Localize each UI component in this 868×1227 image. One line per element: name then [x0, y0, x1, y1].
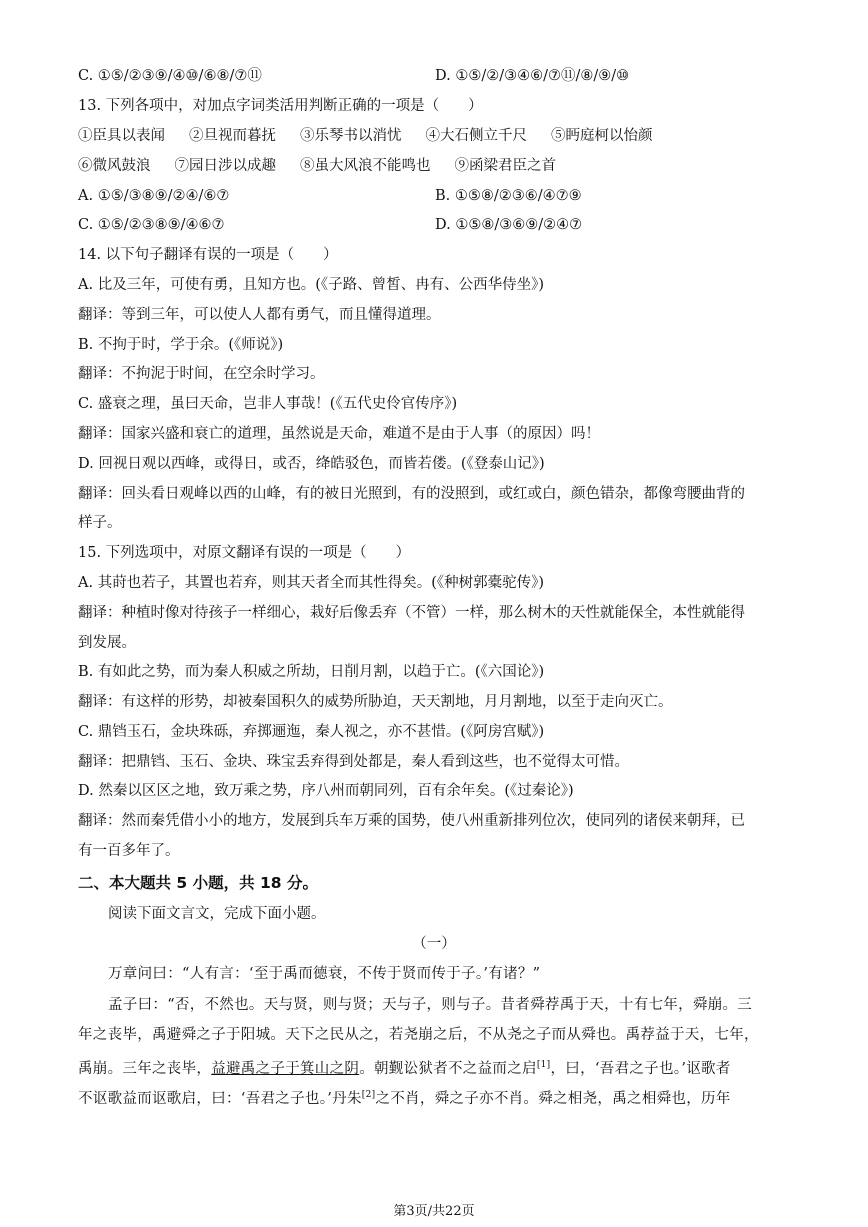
q15-option-d: D. 然秦以区区之地，致万乘之势，序八州而朝同列，百有余年矣。(《过秦论》)	[78, 783, 574, 799]
section-intro: 阅读下面文言文，完成下面小题。	[108, 906, 326, 922]
q14-option-a-translation: 翻译：等到三年，可以使人人都有勇气，而且懂得道理。	[78, 307, 441, 323]
q15-option-d-translation-line2: 有一百多年了。	[78, 843, 180, 859]
q14-option-c: C. 盛衰之理，虽曰天命，岂非人事哉！(《五代史伶官传序》)	[78, 396, 458, 412]
q12-option-c: C. ①⑤/②③⑨/④⑩/⑥⑧/⑦⑪	[78, 68, 262, 84]
q15-stem: 15. 下列选项中，对原文翻译有误的一项是（ ）	[78, 545, 411, 561]
passage-paragraph-2-line4	[78, 1085, 731, 1109]
q15-option-b-translation: 翻译：有这样的形势，却被秦国积久的威势所胁迫，天天割地，月月割地，以至于走向灭亡。	[78, 694, 673, 710]
passage-paragraph-2-line3	[78, 1055, 731, 1079]
passage-text: 。朝觐讼狱者不之益而之启	[359, 1060, 537, 1077]
q13-option-c: C. ①⑤/②③⑧⑨/④⑥⑦	[78, 217, 225, 233]
q15-option-a-translation-line1: 翻译：种植时像对待孩子一样细心，栽好后像丢弃（不管）一样，那么树木的天性就能保全，本性就能得	[78, 605, 745, 621]
q14-option-a: A. 比及三年，可使有勇，且知方也。(《子路、曾皙、冉有、公西华侍坐》)	[78, 277, 545, 293]
q14-option-c-translation: 翻译：国家兴盛和衰亡的道理，虽然说是天命，难道不是由于人事（的原因）吗！	[78, 426, 600, 442]
q13-item: ⑥微风鼓浪	[78, 158, 151, 174]
q13-item: ②旦视而暮抚	[189, 128, 276, 144]
q13-items-row2	[78, 156, 580, 176]
passage-paragraph-1: 万章问曰：“人有言：‘至于禹而德衰，不传于贤而传于子。’有诸？”	[108, 966, 541, 982]
passage-part-label: （一）	[412, 936, 456, 952]
q15-option-a: A. 其莳也若子，其置也若弃，则其天者全而其性得矣。(《种树郭橐驼传》)	[78, 575, 545, 591]
q12-option-d: D. ①⑤/②/③④⑥/⑦⑪/⑧/⑨/⑩	[435, 68, 630, 84]
q14-option-b-translation: 翻译：不拘泥于时间，在空余时学习。	[78, 366, 325, 382]
q14-option-d: D. 回视日观以西峰，或得日，或否，绛皓驳色，而皆若偻。(《登泰山记》)	[78, 456, 545, 472]
q13-stem: 13. 下列各项中，对加点字词类活用判断正确的一项是（ ）	[78, 98, 483, 114]
q13-item: ⑤眄庭柯以怡颜	[551, 128, 653, 144]
q13-item: ①臣具以表闻	[78, 128, 165, 144]
footnote-ref: [2]	[361, 1090, 376, 1100]
q13-item: ④大石侧立千尺	[425, 128, 527, 144]
section-heading: 二、本大题共 5 小题，共 18 分。	[78, 874, 318, 892]
q14-stem: 14. 以下句子翻译有误的一项是（ ）	[78, 247, 338, 263]
q15-option-b: B. 有如此之势，而为秦人积威之所劫，日削月割，以趋于亡。(《六国论》)	[78, 664, 545, 680]
underlined-sentence: 益避禹之子于箕山之阴	[211, 1060, 360, 1077]
q15-option-d-translation-line1: 翻译：然而秦凭借小小的地方，发展到兵车万乘的国势，使八州重新排列位次，使同列的诸侯来朝拜，已	[78, 813, 745, 829]
q14-option-d-translation-line2: 样子。	[78, 515, 122, 531]
q13-option-b: B. ①⑤⑧/②③⑥/④⑦⑨	[435, 188, 582, 204]
q13-option-a: A. ①⑤/③⑧⑨/②④/⑥⑦	[78, 188, 230, 204]
page-number: 第3页/共22页	[393, 1204, 475, 1219]
q15-option-c: C. 鼎铛玉石，金块珠砾，弃掷逦迤，秦人视之，亦不甚惜。(《阿房宫赋》)	[78, 724, 545, 740]
passage-paragraph-2-line2: 年之丧毕，禹避舜之子于阳城。天下之民从之，若尧崩之后，不从尧之子而从舜也。禹荐益于天，七年，	[78, 1027, 759, 1043]
q13-item: ⑧虽大风浪不能鸣也	[300, 158, 431, 174]
q14-option-d-translation-line1: 翻译：回头看日观峰以西的山峰，有的被日光照到，有的没照到，或红或白，颜色错杂，都像弯腰曲背的	[78, 486, 745, 502]
passage-paragraph-2-line1: 孟子曰：“否，不然也。天与贤，则与贤；天与子，则与子。昔者舜荐禹于天，十有七年，舜崩。三	[108, 997, 753, 1013]
q15-option-a-translation-line2: 到发展。	[78, 635, 136, 651]
q14-option-b: B. 不拘于时，学于余。(《师说》)	[78, 337, 284, 353]
q13-item: ⑨函梁君臣之首	[454, 158, 556, 174]
passage-text: 禹崩。三年之丧毕，	[78, 1060, 212, 1077]
q13-item: ③乐琴书以消忧	[300, 128, 402, 144]
passage-text: 不讴歌益而讴歌启，曰：‘吾君之子也。’丹朱	[78, 1090, 362, 1107]
passage-text: ，曰，‘吾君之子也。’讴歌者	[550, 1060, 731, 1077]
q13-option-d: D. ①⑤⑧/③⑥⑨/②④⑦	[435, 217, 583, 233]
q15-option-c-translation: 翻译：把鼎铛、玉石、金块、珠宝丢弃得到处都是，秦人看到这些，也不觉得太可惜。	[78, 754, 629, 770]
q13-items-row1	[78, 126, 677, 146]
q13-item: ⑦园日涉以成趣	[174, 158, 276, 174]
footnote-ref: [1]	[536, 1060, 551, 1070]
passage-text: 之不肖，舜之子亦不肖。舜之相尧，禹之相舜也，历年	[375, 1090, 731, 1107]
